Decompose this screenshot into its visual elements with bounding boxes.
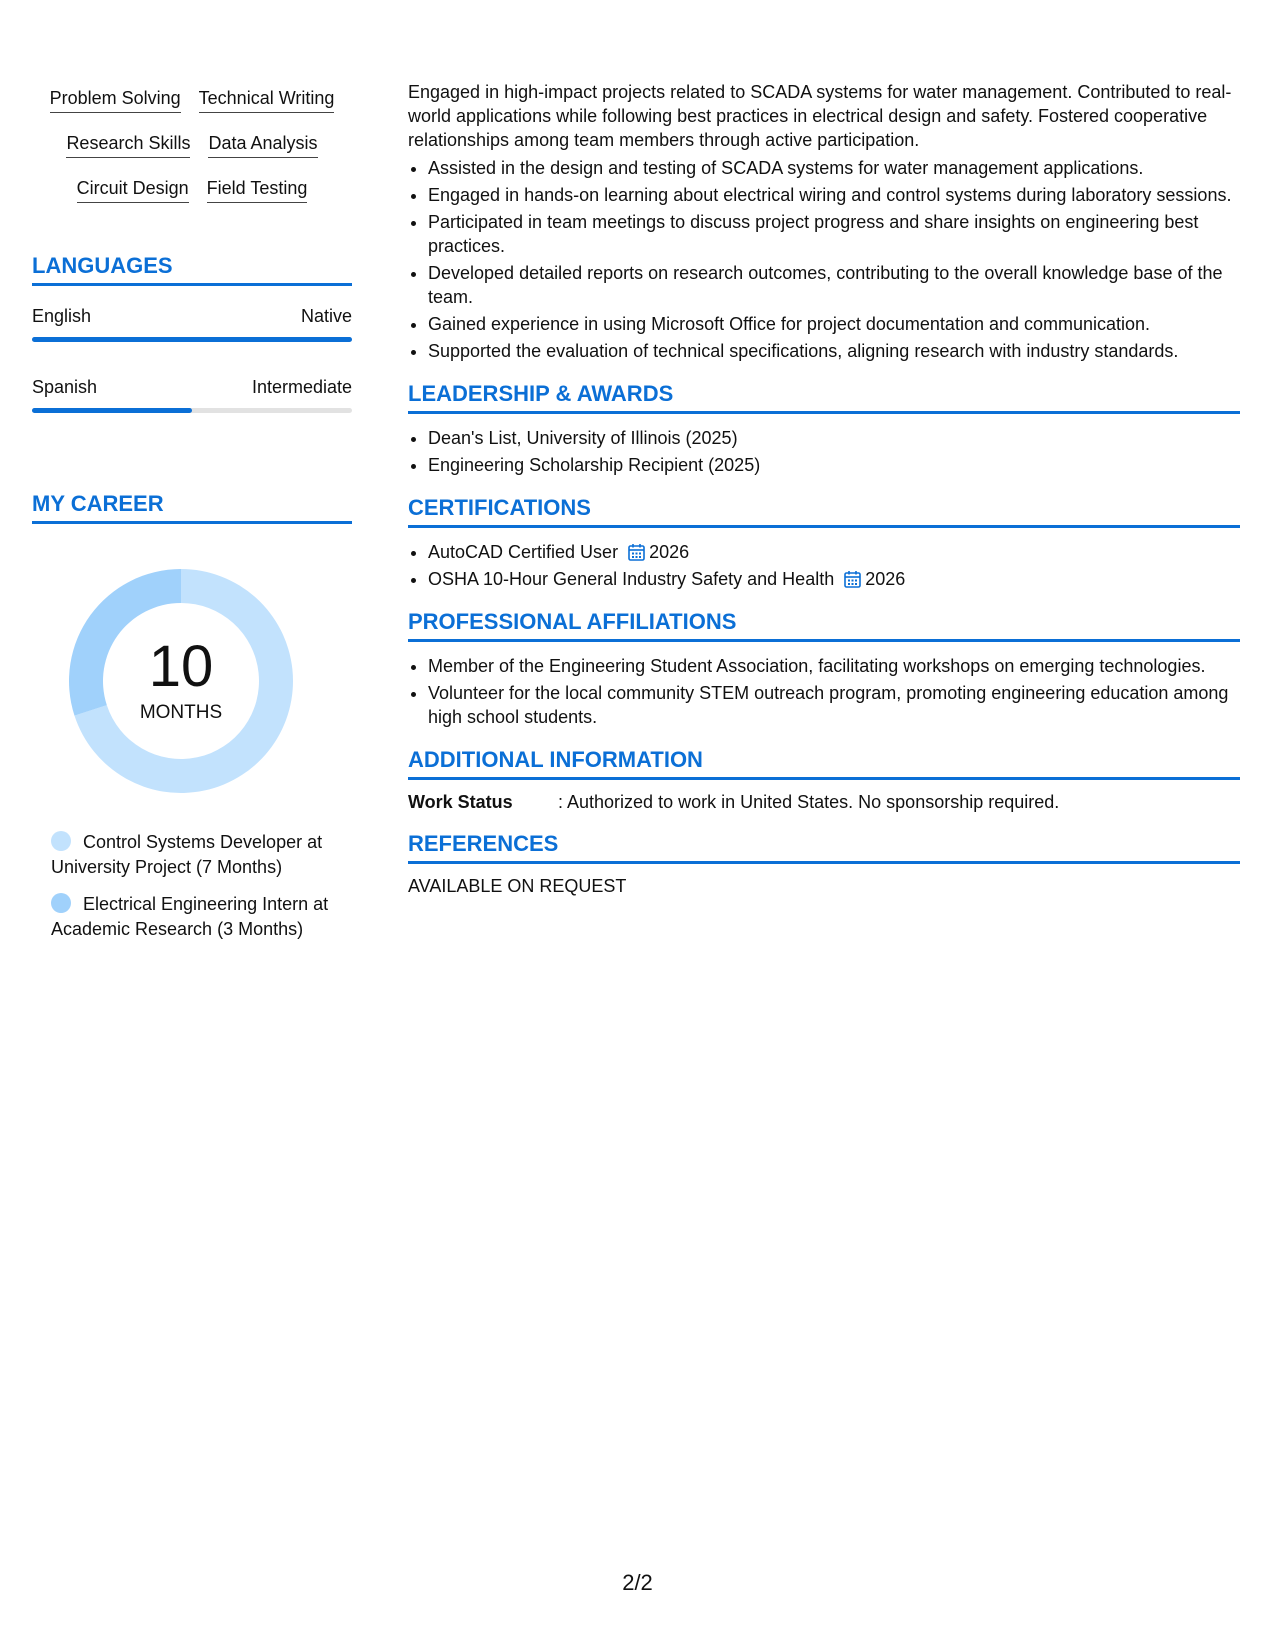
- certification-name: OSHA 10-Hour General Industry Safety and Health: [428, 569, 835, 589]
- career-heading: MY CAREER: [32, 491, 352, 524]
- calendar-icon: [628, 543, 645, 561]
- legend-label: Control Systems Developer at University Project (7 Months): [51, 832, 323, 877]
- right-column: [408, 80, 1240, 897]
- skill-tag: Field Testing: [207, 178, 308, 203]
- list-item: [428, 540, 1240, 564]
- list-item: • Developed detailed reports on research outcomes, contributing to the overall knowledge base of the team.: [428, 261, 1240, 309]
- certification-year: 2026: [649, 542, 690, 562]
- work-status: [408, 792, 1240, 813]
- experience-summary: Engaged in high-impact projects related to SCADA systems for water management. Contributed to real-world applications while following best practices in electrical design and safety. Fostered cooperative relationships among team members through active participation.: [408, 82, 1232, 150]
- list-item: • Member of the Engineering Student Association, facilitating workshops on emerging technologies.: [428, 654, 1240, 678]
- skill-tag: Technical Writing: [199, 88, 335, 113]
- leadership-heading: LEADERSHIP & AWARDS: [408, 381, 1240, 414]
- skills-list: [32, 88, 352, 203]
- affiliations-heading: PROFESSIONAL AFFILIATIONS: [408, 609, 1240, 642]
- legend-label: Electrical Engineering Intern at Academic Research (3 Months): [51, 894, 329, 939]
- work-status-value: : Authorized to work in United States. No sponsorship required.: [558, 792, 1060, 812]
- legend-item: [51, 892, 341, 942]
- language-bar-fill: [32, 408, 192, 413]
- language-bar: [32, 337, 352, 342]
- list-item: [428, 567, 1240, 591]
- career-legend: [51, 830, 341, 942]
- affiliations-list: [408, 654, 1240, 729]
- career-total: 10: [148, 634, 214, 699]
- certifications-heading: CERTIFICATIONS: [408, 495, 1240, 528]
- experience-bullets: [408, 156, 1240, 363]
- languages-heading: LANGUAGES: [32, 253, 352, 286]
- language-item: [32, 306, 352, 342]
- page-number: 2/2: [622, 1570, 653, 1595]
- list-item: • Engaged in hands-on learning about electrical wiring and control systems during laboratory sessions.: [428, 183, 1240, 207]
- legend-item: [51, 830, 341, 880]
- skills-row: [66, 133, 317, 158]
- career-unit: MONTHS: [139, 702, 223, 723]
- language-name: English: [32, 306, 92, 326]
- left-column: [32, 80, 352, 954]
- language-item: [32, 377, 352, 413]
- language-level: Intermediate: [251, 377, 352, 397]
- skills-row: [77, 178, 308, 203]
- list-item: • Volunteer for the local community STEM outreach program, promoting engineering education among high school students.: [428, 681, 1240, 729]
- certification-name: AutoCAD Certified User: [428, 542, 619, 562]
- skill-tag: Problem Solving: [50, 88, 181, 113]
- leadership-list: [408, 426, 1240, 477]
- language-bar-fill: [32, 337, 352, 342]
- language-name: Spanish: [32, 377, 98, 397]
- skill-tag: Research Skills: [66, 133, 190, 158]
- skill-tag: Data Analysis: [208, 133, 317, 158]
- skills-row: [50, 88, 335, 113]
- skill-tag: Circuit Design: [77, 178, 189, 203]
- additional-info-heading: ADDITIONAL INFORMATION: [408, 747, 1240, 780]
- legend-dot-icon: [51, 893, 71, 913]
- work-status-label: Work Status: [408, 792, 513, 812]
- list-item: • Gained experience in using Microsoft Office for project documentation and communication.: [428, 312, 1240, 336]
- list-item: • Dean's List, University of Illinois (2025): [428, 426, 1240, 450]
- references-heading: REFERENCES: [408, 831, 1240, 864]
- language-level: Native: [300, 306, 352, 326]
- list-item: • Participated in team meetings to discuss project progress and share insights on engineering best practices.: [428, 210, 1240, 258]
- career-donut: [66, 566, 296, 796]
- references-text: AVAILABLE ON REQUEST: [408, 876, 627, 896]
- language-bar: [32, 408, 352, 413]
- legend-dot-icon: [51, 831, 71, 851]
- certification-year: 2026: [865, 569, 906, 589]
- certifications-list: [408, 540, 1240, 591]
- calendar-icon: [844, 570, 861, 588]
- list-item: • Assisted in the design and testing of SCADA systems for water management applications.: [428, 156, 1240, 180]
- list-item: • Supported the evaluation of technical specifications, aligning research with industry standards.: [428, 339, 1240, 363]
- list-item: • Engineering Scholarship Recipient (2025): [428, 453, 1240, 477]
